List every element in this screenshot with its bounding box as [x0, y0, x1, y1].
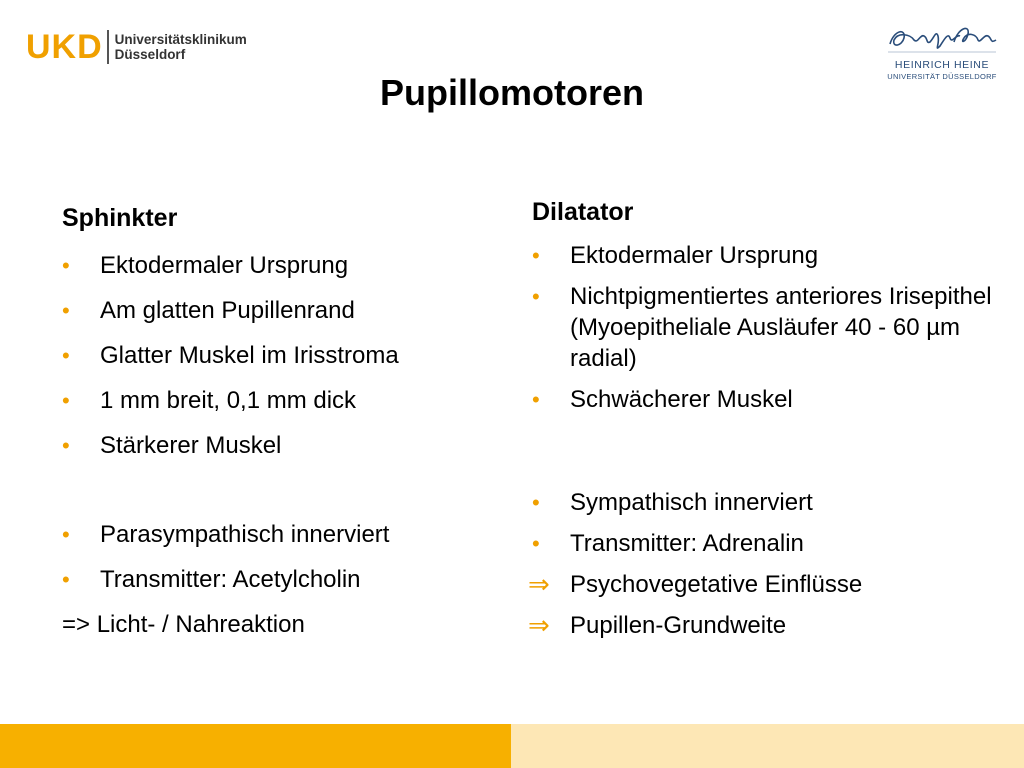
list-item-text: Pupillen-Grundweite [570, 612, 787, 639]
spacer [62, 475, 502, 519]
ukd-logo-line1: Universitätsklinikum [114, 32, 247, 47]
double-right-arrow-icon: ⇒ [528, 610, 550, 640]
bullet-icon: • [62, 522, 70, 547]
bullet-icon: • [532, 284, 540, 309]
ukd-logo-mark: UKD [26, 28, 103, 66]
list-item [62, 385, 502, 416]
list-item-text: Stärkerer Muskel [100, 432, 282, 459]
bullet-icon: • [62, 433, 70, 458]
bullet-icon: • [62, 567, 70, 592]
bullet-icon: • [62, 253, 70, 278]
ukd-logo-text [115, 32, 247, 62]
ukd-logo-line2: Düsseldorf [114, 47, 186, 62]
ukd-logo-divider [107, 30, 109, 64]
bullet-icon: • [62, 343, 70, 368]
list-item [532, 281, 1002, 374]
list-item-text: Sympathisch innerviert [570, 489, 813, 516]
list-item [62, 519, 502, 550]
list-item-text: Am glatten Pupillenrand [100, 297, 355, 324]
list-item [62, 430, 502, 461]
list-item-text: Ektodermaler Ursprung [100, 252, 349, 279]
footer-bar-light [511, 724, 1024, 768]
left-column [62, 200, 502, 640]
bullet-icon: • [532, 387, 540, 412]
bullet-icon: • [62, 388, 70, 413]
left-column-heading: Sphinkter [62, 204, 178, 232]
bullet-icon: • [62, 298, 70, 323]
double-right-arrow-icon: ⇒ [528, 569, 550, 599]
list-item-text: Transmitter: Adrenalin [570, 530, 804, 557]
list-item-text: Transmitter: Acetylcholin [100, 566, 361, 593]
list-item-text: 1 mm breit, 0,1 mm dick [100, 387, 357, 414]
footer-bar-accent [0, 724, 511, 768]
list-item [62, 250, 502, 281]
right-column [528, 194, 1002, 651]
left-list-a [62, 250, 502, 461]
hhu-logo-line2: UNIVERSITÄT DÜSSELDORF [887, 72, 997, 81]
bullet-icon: • [532, 531, 540, 556]
spacer [532, 425, 1002, 487]
list-item-text: Ektodermaler Ursprung [570, 242, 819, 269]
list-item [532, 384, 1002, 415]
list-item-text: Nichtpigmentiertes anteriores Irisepithel (Myoepitheliale Ausläufer 40 - 60 µm radial) [570, 283, 992, 372]
list-item [62, 340, 502, 371]
left-list-b [62, 519, 502, 595]
list-item [532, 240, 1002, 271]
hhu-logo-line1: HEINRICH HEINE [894, 59, 990, 71]
list-item-text: Psychovegetative Einflüsse [570, 571, 863, 598]
list-item [528, 610, 1002, 641]
slide-title: Pupillomotoren [380, 72, 644, 113]
left-conclusion: => Licht- / Nahreaktion [62, 611, 305, 638]
right-list-a [532, 240, 1002, 415]
right-column-heading: Dilatator [532, 198, 634, 226]
list-item [528, 569, 1002, 600]
list-item-text: Glatter Muskel im Irisstroma [100, 342, 399, 369]
bullet-icon: • [532, 490, 540, 515]
list-item [62, 295, 502, 326]
ukd-logo [26, 30, 247, 64]
list-item-text: Schwächerer Muskel [570, 386, 793, 413]
list-item [532, 528, 1002, 559]
list-item [532, 487, 1002, 518]
signature-icon [884, 22, 1000, 58]
right-list-b [528, 487, 1002, 641]
list-item-text: Parasympathisch innerviert [100, 521, 390, 548]
bullet-icon: • [532, 243, 540, 268]
list-item [62, 564, 502, 595]
